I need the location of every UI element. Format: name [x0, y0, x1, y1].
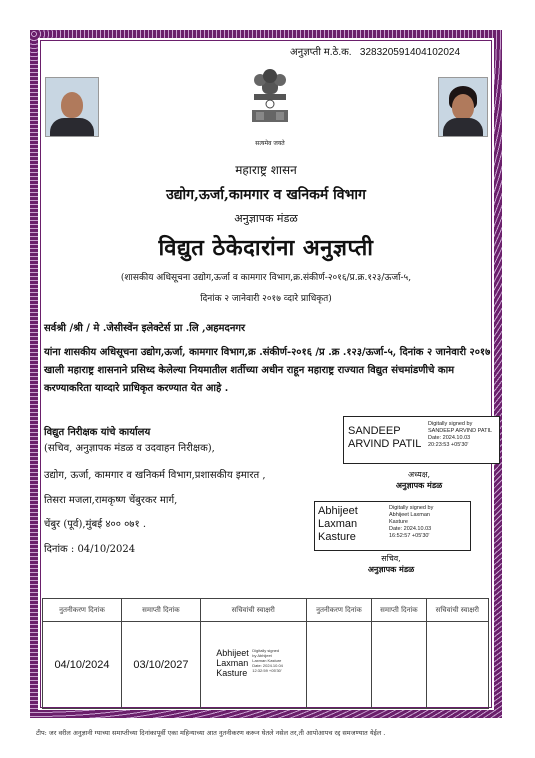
serial-number: 328320591404102024 — [359, 47, 461, 58]
holder-photo-male — [45, 77, 99, 137]
signer-name-3: Kasture — [216, 667, 248, 678]
sig-info: 16:52:57 +05'30' — [389, 533, 430, 539]
sig-info: Digitally signed — [252, 647, 280, 653]
office-line-2: उद्योग, ऊर्जा, कामगार व खनिकर्म विभाग,प्रशासकीय इमारत , — [44, 470, 266, 481]
col-renewal-date-2: नुतनीकरण दिनांक — [306, 599, 372, 622]
sig-info: Kasture — [389, 519, 408, 525]
renewal-table — [42, 598, 489, 709]
license-holder: सर्वश्री /श्री / मे .जेसीस्वेंन इलेक्टेर्स प्रा .लि ,अहमदनगर — [44, 323, 246, 334]
col-expiry-date-2: समाप्ती दिनांक — [372, 599, 426, 622]
state-name: महाराष्ट्र शासन — [235, 163, 297, 177]
authority-reference-1: (शासकीय अधिसूचना उद्योग,ऊर्जा व कामगार विभाग,क्र.संकीर्ण-२०१६/प्र.क्र.१२३/ऊर्जा-५, — [120, 273, 412, 283]
sig-info: 12:32:59 +05'30' — [252, 667, 282, 673]
chairman-role: अध्यक्ष, — [407, 470, 431, 479]
secretary-org: अनुज्ञापक मंडळ — [367, 564, 415, 574]
license-body-text: यांना शासकीय अधिसूचना उद्योग,ऊर्जा, कामगार विभाग,क्र .संकीर्ण-२०१६ /प्र .क्र .१२३/ऊर्जा-५, दिनांक २ जानेवारी २०१७ खाली महाराष्ट्र शासनाने प्रसिध्द केलेल्या नियमातील शर्तीच्या अधीन राहून महाराष्ट्र राज्यात विद्युत संचमांडणीचे काम करण्याकरिता याव्दारे प्राधिकृत करण्यात येत आहे . — [44, 347, 491, 394]
authority-reference-2: दिनांक २ जानेवारी २०१७ व्दारे प्राधिकृत) — [200, 294, 332, 304]
sig-info: Date: 2024.10.03 — [389, 526, 432, 532]
office-title: विद्युत निरीक्षक यांचे कार्यालय — [44, 427, 151, 438]
empty-cell — [372, 622, 426, 709]
serial-label: अनुज्ञप्ती म.ठे.क. — [290, 47, 352, 58]
issue-date: दिनांक : 04/10/2024 — [44, 544, 136, 555]
sig-info: Abhijeet Laxman — [389, 512, 430, 518]
signer-name-1: Abhijeet — [216, 647, 249, 658]
col-secretary-sign-1: सचिवांची स्वाक्षरी — [200, 599, 306, 622]
board-name: अनुज्ञापक मंडळ — [234, 212, 298, 225]
secretary-sign-cell — [200, 622, 306, 709]
renewal-digital-signature — [216, 644, 290, 684]
sig-info: 20:23:53 +05'30' — [428, 442, 469, 448]
signer-name-2: ARVIND PATIL — [348, 438, 422, 450]
emblem-motto: सत्यमेव जयते — [255, 140, 285, 147]
signer-name-3: Kasture — [318, 531, 356, 543]
table-row — [43, 622, 489, 709]
renewal-table-header — [43, 599, 489, 622]
signer-name-2: Laxman — [318, 518, 358, 530]
office-line-1: (सचिव, अनुज्ञापक मंडळ व उदवाहन निरीक्षक), — [44, 443, 215, 454]
renewal-note: टीप: जर वरील अनुज्ञानी ग्याच्या समाप्तीच्या दिनांकापूर्वी एका महिन्याच्या आत नुतनीकरण करून घेतले नसेल तर,ती आपोआपच रद्द समजण्यात येईल . — [36, 729, 386, 737]
department-name: उद्योग,ऊर्जा,कामगार व खनिकर्म विभाग — [166, 187, 366, 203]
chairman-org: अनुज्ञापक मंडळ — [395, 480, 443, 490]
secretary-role: सचिव, — [381, 554, 401, 563]
empty-cell — [426, 622, 488, 709]
secretary-caption — [316, 553, 466, 575]
office-line-4: चेंबुर (पूर्व),मुंबई ४०० ०७१ . — [44, 519, 147, 530]
sig-info: Date: 2024.10.04 — [252, 662, 283, 668]
col-secretary-sign-2: सचिवांची स्वाक्षरी — [426, 599, 488, 622]
signer-name-1: SANDEEP — [348, 425, 401, 437]
sig-info: Laxman Kasture — [252, 657, 282, 663]
renewal-date-cell: 04/10/2024 — [43, 622, 122, 709]
ashoka-emblem-icon — [248, 66, 292, 138]
sig-info: Date: 2024.10.03 — [428, 435, 471, 441]
office-line-3: तिसरा मजला,रामकृष्ण चेंबुरकर मार्ग, — [44, 495, 178, 506]
col-renewal-date-1: नुतनीकरण दिनांक — [43, 599, 122, 622]
sig-info: SANDEEP ARVIND PATIL — [428, 428, 493, 434]
sig-info: Digitally signed by — [389, 505, 434, 511]
signer-name-1: Abhijeet — [318, 505, 358, 517]
chairman-digital-signature — [343, 416, 500, 464]
signer-name-2: Laxman — [216, 657, 249, 668]
sig-info: Digitally signed by — [428, 421, 473, 427]
sig-info: by Abhijeet — [252, 652, 272, 658]
empty-cell — [306, 622, 372, 709]
license-serial — [290, 44, 460, 58]
expiry-date-cell: 03/10/2027 — [121, 622, 200, 709]
certificate-title: विद्युत ठेकेदारांना अनुज्ञप्ती — [158, 235, 374, 261]
chairman-caption — [344, 469, 494, 491]
secretary-digital-signature — [314, 501, 471, 551]
holder-photo-female — [438, 77, 488, 137]
col-expiry-date-1: समाप्ती दिनांक — [121, 599, 200, 622]
